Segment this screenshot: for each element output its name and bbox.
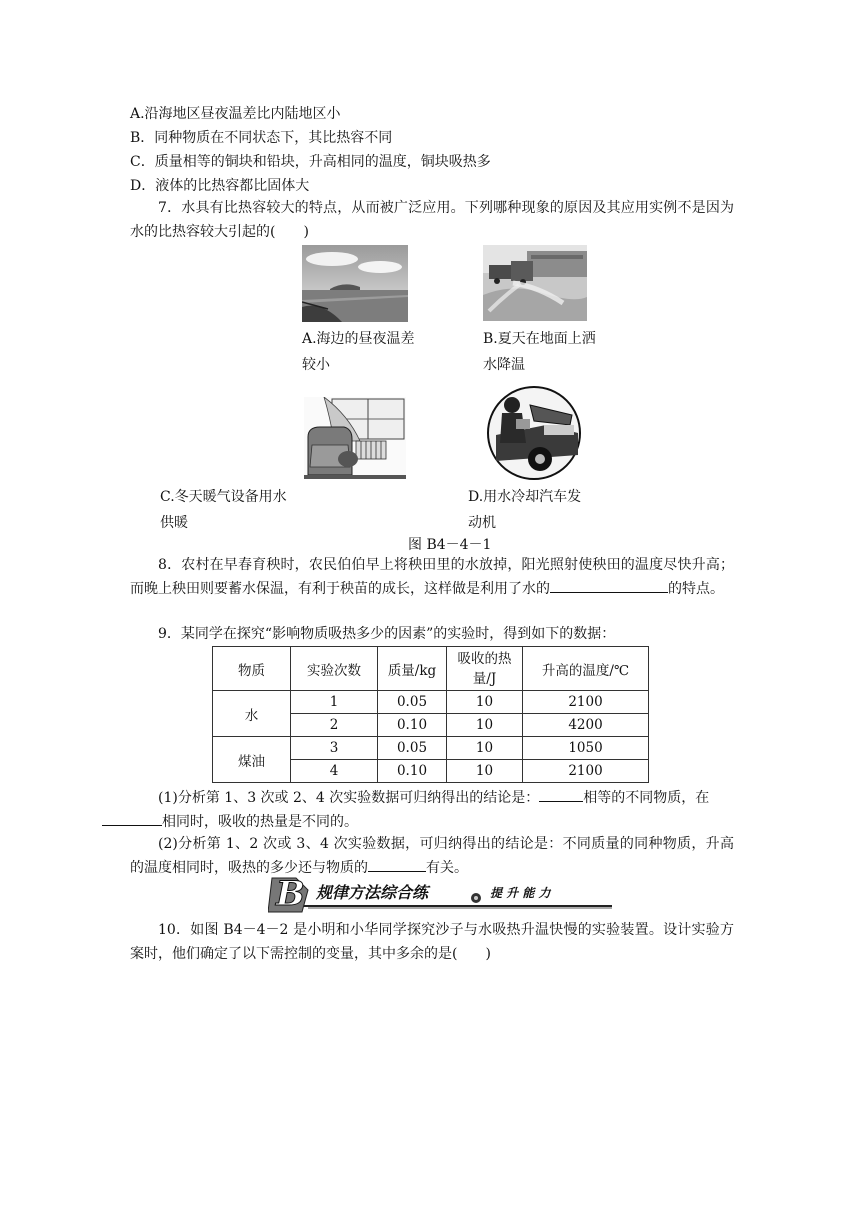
table-cell: 1 [291,691,378,714]
table-cell: 2100 [523,691,649,714]
header-heat [447,647,523,691]
header-heat-line1: 吸收的热 [457,650,512,667]
radiator-armchair-illustration [304,397,406,479]
seaside-photo [302,245,408,322]
q6-option-c: C．质量相等的铜块和铅块，升高相同的温度，铜块吸热多 [130,154,491,170]
table-cell: 10 [447,760,523,783]
q7-stem: 7．水具有比热容较大的特点，从而被广泛应用。下列哪种现象的原因及其应用实例不是因为水的比热容较大引起的( ) [130,200,734,240]
banner-letter: B [276,874,305,914]
cell-substance-water: 水 [213,691,291,737]
q7-option-b-line1: B.夏天在地面上洒 [483,331,596,347]
table-cell: 10 [447,737,523,760]
figure-caption: 图 B4－4－1 [408,537,492,553]
banner-subtitle: 提 升 能 力 [490,886,551,900]
q7-option-d-line1: D.用水冷却汽车发 [468,489,582,505]
sprinkler-truck-photo [483,245,587,321]
q9-sub1 [130,786,734,834]
q7-option-b-line2: 水降温 [483,357,525,373]
q9-sub1-blank2[interactable] [102,811,162,826]
q8-answer-blank[interactable] [550,578,668,593]
table-header-row [213,647,649,691]
table-cell: 0.10 [378,760,447,783]
table-cell: 10 [447,714,523,737]
table-cell: 0.05 [378,737,447,760]
header-heat-line2: 量/J [472,670,497,687]
q9-sub1-part3: 相同时，吸收的热量是不同的。 [162,814,358,830]
header-mass: 质量/kg [378,647,447,691]
q10-text: 10．如图 B4－4－2 是小明和小华同学探究沙子与水吸热升温快慢的实验装置。设计实验方案时，他们确定了以下需控制的变量，其中多余的是( ) [130,922,734,962]
table-cell: 4 [291,760,378,783]
q7-option-c-line1: C.冬天暖气设备用水 [160,489,287,505]
q9-stem: 9．某同学在探究“影响物质吸热多少的因素”的实验时，得到如下的数据： [158,626,616,642]
q9-sub2-blank[interactable] [368,857,426,872]
table-cell: 4200 [523,714,649,737]
table-cell: 2 [291,714,378,737]
q6-option-a: A.沿海地区昼夜温差比内陆地区小 [130,106,341,122]
q9-sub2-part1: (2)分析第 1、2 次或 3、4 次实验数据，可归纳得出的结论是：不同质量的同种物质，升高的温度相同时，吸热的多少还与物质的 [130,836,734,876]
header-temp-rise: 升高的温度/℃ [523,647,649,691]
section-banner [268,874,618,914]
q9-sub1-part2: 相等的不同物质，在 [583,790,710,806]
header-trial: 实验次数 [291,647,378,691]
q9-sub2-part2: 有关。 [426,860,468,876]
table-row [213,737,649,760]
q7-option-a-line2: 较小 [302,357,330,373]
banner-title: 规律方法综合练 [316,883,429,902]
q8-text-after: 的特点。 [668,581,724,597]
q6-option-b: B．同种物质在不同状态下，其比热容不同 [130,130,393,146]
table-cell: 0.10 [378,714,447,737]
table-cell: 10 [447,691,523,714]
q9-sub1-blank1[interactable] [539,787,583,802]
q7-option-d-line2: 动机 [468,515,496,531]
table-cell: 3 [291,737,378,760]
table-cell: 0.05 [378,691,447,714]
q8-text [130,553,734,601]
q8-text-before: 8．农村在早春育秧时，农民伯伯早上将秧田里的水放掉，阳光照射使秧田的温度尽快升高；而晚上秧田则要蓄水保温，有利于秧苗的成长，这样做是利用了水的 [130,557,734,597]
q6-option-d: D．液体的比热容都比固体大 [130,178,310,194]
q7-option-c-line2: 供暖 [160,515,188,531]
q9-sub1-part1: (1)分析第 1、3 次或 2、4 次实验数据可归纳得出的结论是： [158,790,540,806]
car-engine-illustration [486,385,582,481]
table-cell: 1050 [523,737,649,760]
q9-data-table [212,646,649,783]
header-substance: 物质 [213,647,291,691]
q9-sub2 [130,832,734,880]
cell-substance-kerosene: 煤油 [213,737,291,783]
q7-option-a-line1: A.海边的昼夜温差 [302,331,415,347]
table-row [213,691,649,714]
table-cell: 2100 [523,760,649,783]
